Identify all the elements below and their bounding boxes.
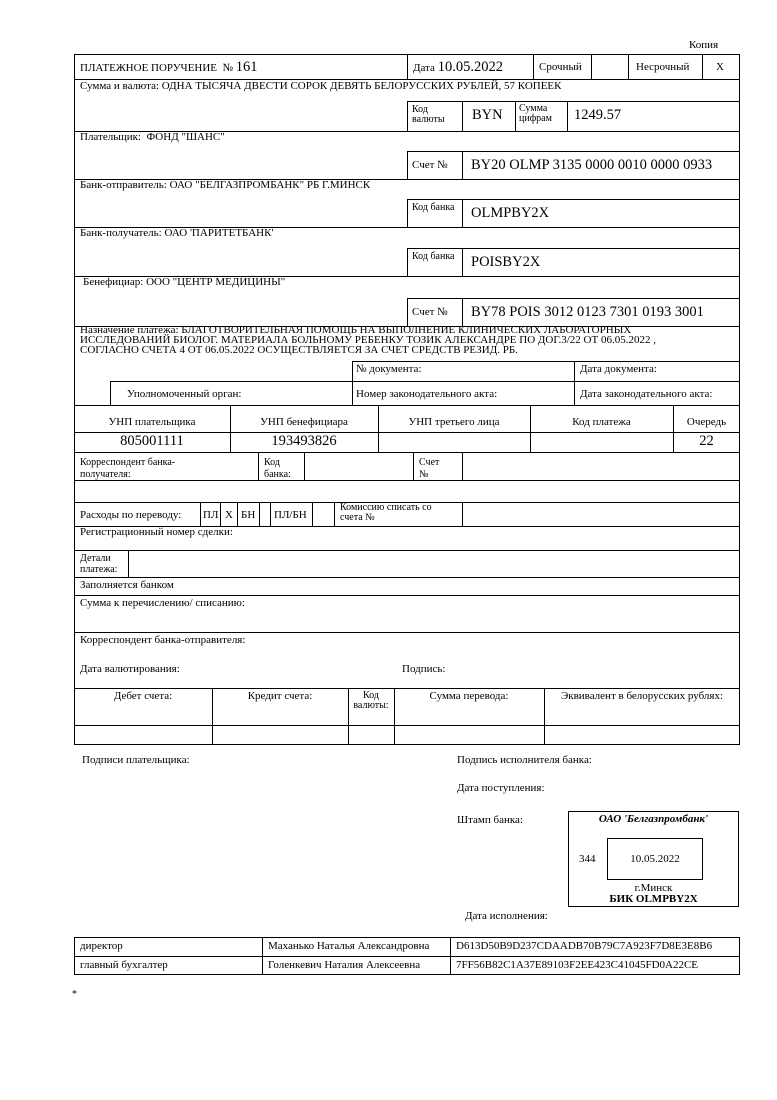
expenses-pl[interactable]: ПЛ [203, 509, 219, 521]
amount-digits: 1249.57 [574, 107, 622, 123]
legal-act-number-label: Номер законодательного акта: [356, 388, 498, 400]
receipt-date-label: Дата поступления: [457, 782, 545, 794]
execution-date-label: Дата исполнения: [465, 910, 548, 922]
debit-label: Дебет счета: [113, 690, 173, 702]
sender-bank-code: OLMPBY2X [471, 205, 550, 221]
corr-account-label: Счет № [419, 457, 440, 480]
payment-code-label: Код платежа [572, 416, 631, 428]
currency-code2-label: Код валюты: [353, 690, 389, 711]
doc-date-label: Дата документа: [580, 363, 657, 375]
stamp-city: г.Минск [634, 882, 673, 894]
payer: Плательщик: ФОНД "ШАНС" [80, 131, 225, 143]
sender-bank: Банк-отправитель: ОАО "БЕЛГАЗПРОМБАНК" РБ Г.МИНСК [80, 179, 371, 191]
recipient-bank-code: POISBY2X [471, 254, 541, 270]
unp-payer: 805001111 [120, 433, 184, 449]
stamp-number: 344 [579, 853, 596, 865]
amount-words: Сумма и валюта: ОДНА ТЫСЯЧА ДВЕСТИ СОРОК ДЕВЯТЬ БЕЛОРУССКИХ РУБЛЕЙ, 57 КОПЕЕК [80, 80, 562, 92]
commission-label: Комиссию списать со счета № [340, 502, 432, 523]
currency-code: BYN [472, 107, 503, 123]
currency-code-label: Код валюты [412, 104, 445, 125]
transfer-amount-label: Сумма к перечислению/ списанию: [80, 597, 245, 609]
signer-role-director: директор [80, 940, 123, 952]
queue-value: 22 [699, 433, 714, 449]
signature-label: Подпись: [402, 663, 446, 675]
nonurgent-mark: X [716, 61, 724, 73]
expenses-x[interactable]: X [225, 509, 233, 521]
stamp-date: 10.05.2022 [630, 853, 680, 865]
recipient-bank: Банк-получатель: ОАО 'ПАРИТЕТБАНК' [80, 227, 274, 239]
deal-registration-label: Регистрационный номер сделки: [80, 526, 233, 538]
order-number: 161 [235, 59, 258, 75]
credit-label: Кредит счета: [247, 690, 313, 702]
stamp-bank-name: ОАО 'Белгазпромбанк' [598, 813, 709, 825]
beneficiary: Бенефициар: ООО "ЦЕНТР МЕДИЦИНЫ" [83, 276, 286, 288]
amount-digits-label: Сумма цифрам [519, 103, 552, 124]
queue-label: Очередь [686, 416, 727, 428]
bank-stamp-label: Штамп банка: [457, 814, 523, 826]
executor-signature-label: Подпись исполнителя банка: [457, 754, 592, 766]
expenses-bn[interactable]: БН [241, 509, 256, 521]
date-field: Дата 10.05.2022 [413, 59, 503, 75]
correspondent-label: Корреспондент банка-получателя: [80, 457, 176, 480]
urgent-label: Срочный [539, 61, 582, 73]
payment-details-label: Детали платежа: [80, 553, 118, 575]
legal-act-date-label: Дата законодательного акта: [580, 388, 713, 400]
expenses-plbn[interactable]: ПЛ/БН [274, 509, 307, 521]
payer-signatures-label: Подписи плательщика: [82, 754, 190, 766]
signer-hash-director: D613D50B9D237CDAADB70B79C7A923F7D8E3E8B6 [456, 940, 713, 952]
signer-name-accountant: Голенкевич Наталия Алексеевна [268, 959, 421, 971]
signer-name-director: Маханько Наталья Александровна [268, 940, 430, 952]
unp-beneficiary-label: УНП бенефициара [260, 416, 348, 428]
signer-hash-accountant: 7FF56B82C1A37E89103F2EE423C41045FD0A22CE [456, 959, 699, 971]
recipient-bank-code-label: Код банка [412, 251, 455, 262]
value-date-label: Дата валютирования: [80, 663, 180, 675]
copy-label: Копия [689, 39, 719, 51]
beneficiary-account-label: Счет № [412, 306, 448, 318]
transfer-sum-label: Сумма перевода: [429, 690, 509, 702]
payment-purpose: Назначение платежа: БЛАГОТВОРИТЕЛЬНАЯ ПОМОЩЬ НА ВЫПОЛНЕНИЕ КЛИНИЧЕСКИХ ЛАБОРАТОРНЫХ ИССЛЕДОВАНИЙ БИОЛОГ. МАТЕРИАЛА БОЛЬНОМУ РЕБЕНКУ ТОЗИК АЛЕКСАНДРЕ ПО ДОГ.3/22 ОТ 06.05.2022 , СОГЛАСНО СЧЕТА 4 ОТ 06.05.2022 ОСУЩЕСТВЛЯЕТСЯ ЗА СЧЕТ СРЕДСТВ РЕЗИД. РБ. [80, 324, 656, 356]
authorized-body-label: Уполномоченный орган: [127, 388, 242, 400]
corr-bank-code-label: Код банка: [264, 457, 291, 480]
nonurgent-label: Несрочный [636, 61, 690, 73]
beneficiary-account: BY78 POIS 3012 0123 7301 0193 3001 [471, 304, 704, 320]
sender-correspondent-label: Корреспондент банка-отправителя: [80, 634, 246, 646]
doc-number-label: № документа: [356, 363, 422, 375]
equivalent-label: Эквивалент в белорусских рублях: [560, 690, 724, 702]
sender-bank-code-label: Код банка [412, 202, 455, 213]
form-title: ПЛАТЕЖНОЕ ПОРУЧЕНИЕ № 161 [80, 59, 258, 75]
unp-third-label: УНП третьего лица [408, 416, 500, 428]
signer-role-accountant: главный бухгалтер [80, 959, 168, 971]
payer-account: BY20 OLMP 3135 0000 0010 0000 0933 [471, 157, 713, 173]
footnote: * [72, 989, 77, 1000]
expenses-label: Расходы по переводу: [80, 509, 182, 521]
unp-payer-label: УНП плательщика [108, 416, 196, 428]
stamp-bic: БИК OLMPBY2X [609, 893, 698, 905]
unp-beneficiary: 193493826 [271, 433, 337, 449]
payer-account-label: Счет № [412, 159, 448, 171]
bank-fills-label: Заполняется банком [80, 579, 174, 591]
